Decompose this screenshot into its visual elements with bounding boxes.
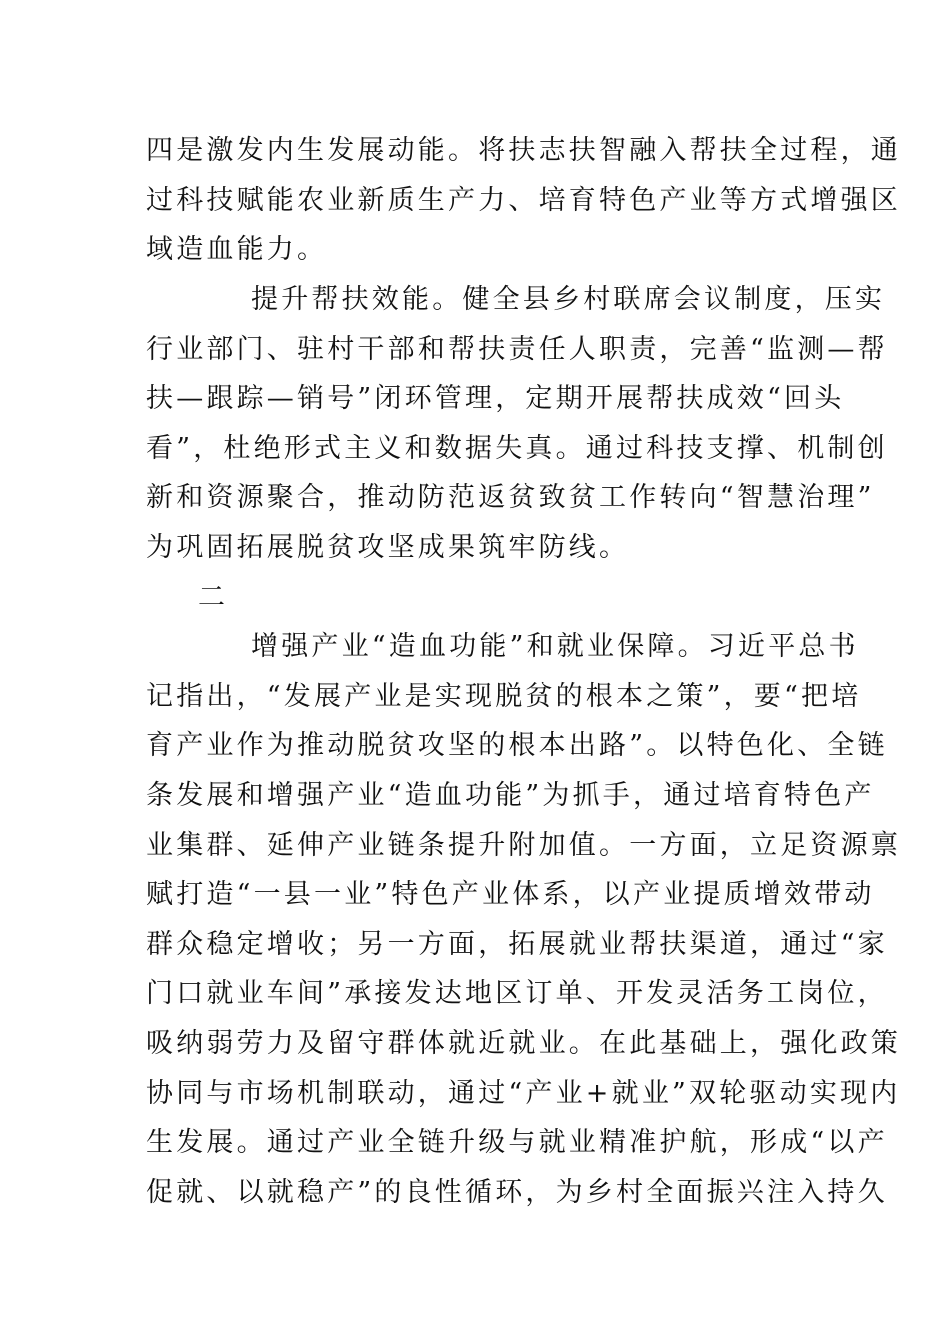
text-line: 行业部门、驻村干部和帮扶责任人职责，完善“监测—帮: [146, 334, 888, 365]
text-line: 条发展和增强产业“造血功能”为抓手，通过培育特色产: [146, 780, 875, 811]
text-line: 提升帮扶效能。健全县乡村联席会议制度，压实: [251, 284, 886, 315]
section-number: 二: [198, 582, 229, 613]
text-line: 育产业作为推动脱贫攻坚的根本出路”。以特色化、全链: [146, 730, 888, 761]
text-line: 过科技赋能农业新质生产力、培育特色产业等方式增强区: [146, 185, 901, 216]
text-line: 看”，杜绝形式主义和数据失真。通过科技支撑、机制创: [146, 433, 888, 464]
text-line: 四是激发内生发展动能。将扶志扶智融入帮扶全过程，通: [146, 135, 901, 166]
text-line: 新和资源聚合，推动防范返贫致贫工作转向“智慧治理”: [146, 482, 875, 513]
text-line: 赋打造“一县一业”特色产业体系，以产业提质增效带动: [146, 879, 875, 910]
text-line: 促就、以就稳产”的良性循环，为乡村全面振兴注入持久: [146, 1177, 888, 1208]
text-line: 域造血能力。: [146, 234, 328, 265]
text-line: 吸纳弱劳力及留守群体就近就业。在此基础上，强化政策: [146, 1028, 901, 1059]
text-line: 增强产业“造血功能”和就业保障。习近平总书: [251, 631, 859, 662]
text-line: 业集群、延伸产业链条提升附加值。一方面，立足资源禀: [146, 830, 901, 861]
text-line: 生发展。通过产业全链升级与就业精准护航，形成“以产: [146, 1127, 888, 1158]
text-line: 门口就业车间”承接发达地区订单、开发灵活务工岗位，: [146, 978, 888, 1009]
text-line: 记指出，“发展产业是实现脱贫的根本之策”，要“把培: [146, 681, 862, 712]
text-line: 协同与市场机制联动，通过“产业+就业”双轮驱动实现内: [146, 1078, 901, 1109]
text-line: 群众稳定增收；另一方面，拓展就业帮扶渠道，通过“家: [146, 929, 888, 960]
text-line: 扶—跟踪—销号”闭环管理，定期开展帮扶成效“回头: [146, 383, 845, 414]
text-line: 为巩固拓展脱贫攻坚成果筑牢防线。: [146, 532, 630, 563]
